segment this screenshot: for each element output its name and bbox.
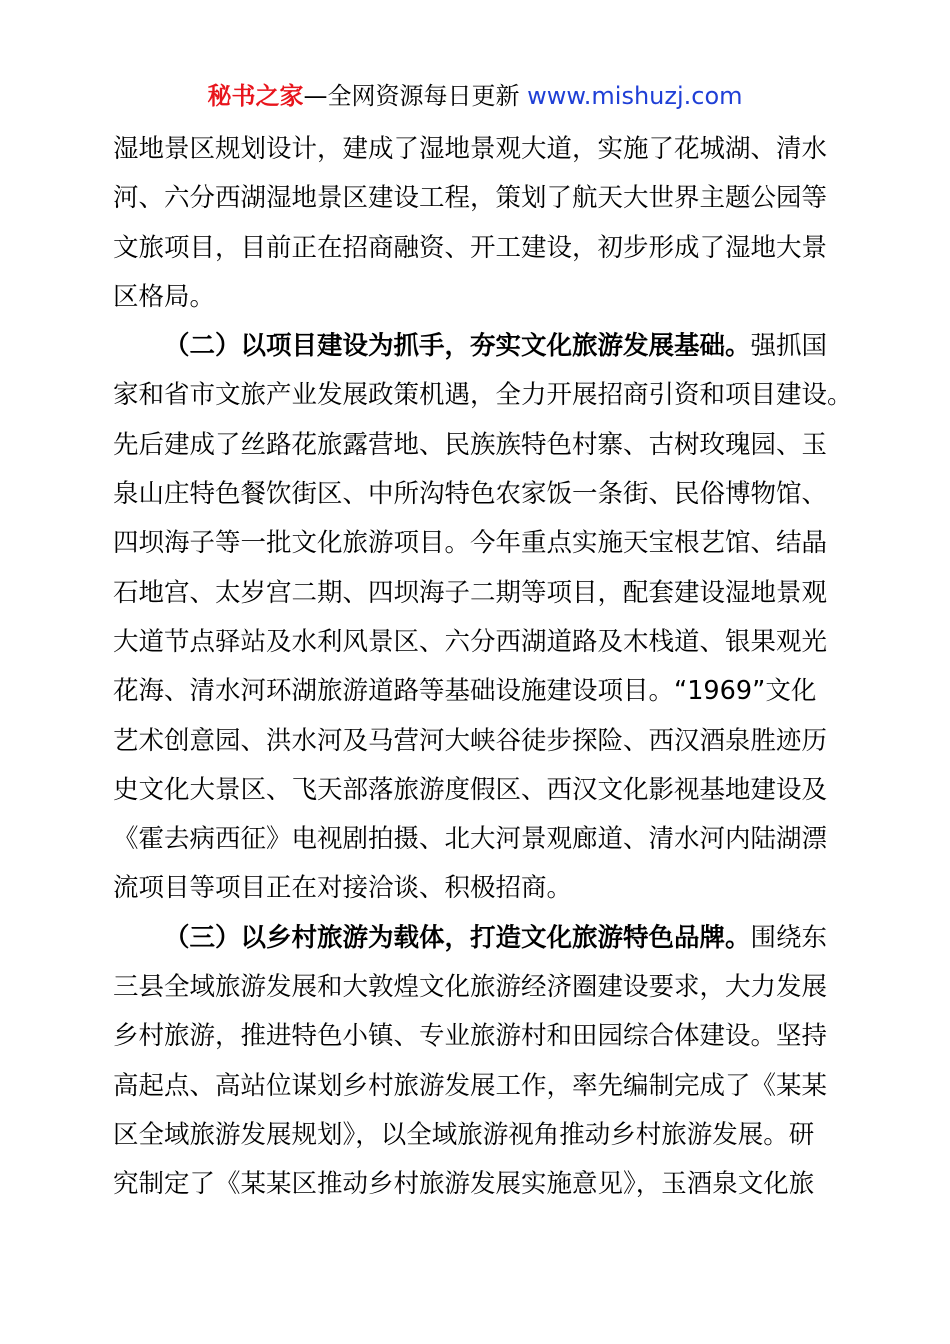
text-line: 区格局。	[113, 281, 216, 312]
site-url-link[interactable]: www.mishuzj.com	[527, 82, 743, 110]
section-heading-3: （三）以乡村旅游为载体，打造文化旅游特色品牌。	[164, 922, 751, 953]
text-line: 流项目等项目正在对接洽谈、积极招商。	[113, 873, 573, 904]
text-run: 围绕东	[750, 922, 828, 953]
header-tagline: —全网资源每日更新	[303, 82, 528, 110]
text-line: 三县全域旅游发展和大敦煌文化旅游经济圈建设要求，大力发展	[113, 972, 828, 1003]
text-run: 强抓国	[750, 331, 828, 362]
text-line: 艺术创意园、洪水河及马营河大峡谷徒步探险、西汉酒泉胜迹历	[113, 725, 828, 756]
text-line: 史文化大景区、飞天部落旅游度假区、西汉文化影视基地建设及	[113, 774, 828, 805]
text-line: 《霍去病西征》电视剧拍摄、北大河景观廊道、清水河内陆湖漂	[113, 824, 828, 855]
text-line: 花海、清水河环湖旅游道路等基础设施建设项目。“1969”文化	[113, 676, 817, 707]
text-line: 家和省市文旅产业发展政策机遇，全力开展招商引资和项目建设。	[113, 380, 853, 411]
document-body	[113, 125, 853, 1210]
text-line: 四坝海子等一批文化旅游项目。今年重点实施天宝根艺馆、结晶	[113, 528, 828, 559]
text-line: 高起点、高站位谋划乡村旅游发展工作，率先编制完成了《某某	[113, 1070, 828, 1101]
section-heading-line	[113, 322, 837, 371]
section-heading-2: （二）以项目建设为抓手，夯实文化旅游发展基础。	[164, 331, 751, 362]
text-line: 湿地景区规划设计，建成了湿地景观大道，实施了花城湖、清水	[113, 134, 828, 164]
text-line: 泉山庄特色餐饮街区、中所沟特色农家饭一条街、民俗博物馆、	[113, 479, 828, 510]
text-line: 石地宫、太岁宫二期、四坝海子二期等项目，配套建设湿地景观	[113, 577, 828, 608]
text-line: 乡村旅游，推进特色小镇、专业旅游村和田园综合体建设。坚持	[113, 1021, 828, 1052]
text-line: 区全域旅游发展规划》，以全域旅游视角推动乡村旅游发展。研	[113, 1119, 815, 1150]
text-line: 河、六分西湖湿地景区建设工程，策划了航天大世界主题公园等	[113, 183, 828, 214]
text-line: 先后建成了丝路花旅露营地、民族族特色村寨、古树玫瑰园、玉	[113, 429, 828, 460]
text-line: 究制定了《某某区推动乡村旅游发展实施意见》，玉酒泉文化旅	[113, 1169, 815, 1200]
text-line: 大道节点驿站及水利风景区、六分西湖道路及木栈道、银果观光	[113, 626, 828, 657]
text-line: 文旅项目，目前正在招商融资、开工建设，初步形成了湿地大景	[113, 232, 828, 263]
page-header	[0, 80, 950, 112]
brand-name: 秘书之家	[207, 82, 304, 110]
section-heading-line	[113, 914, 837, 963]
